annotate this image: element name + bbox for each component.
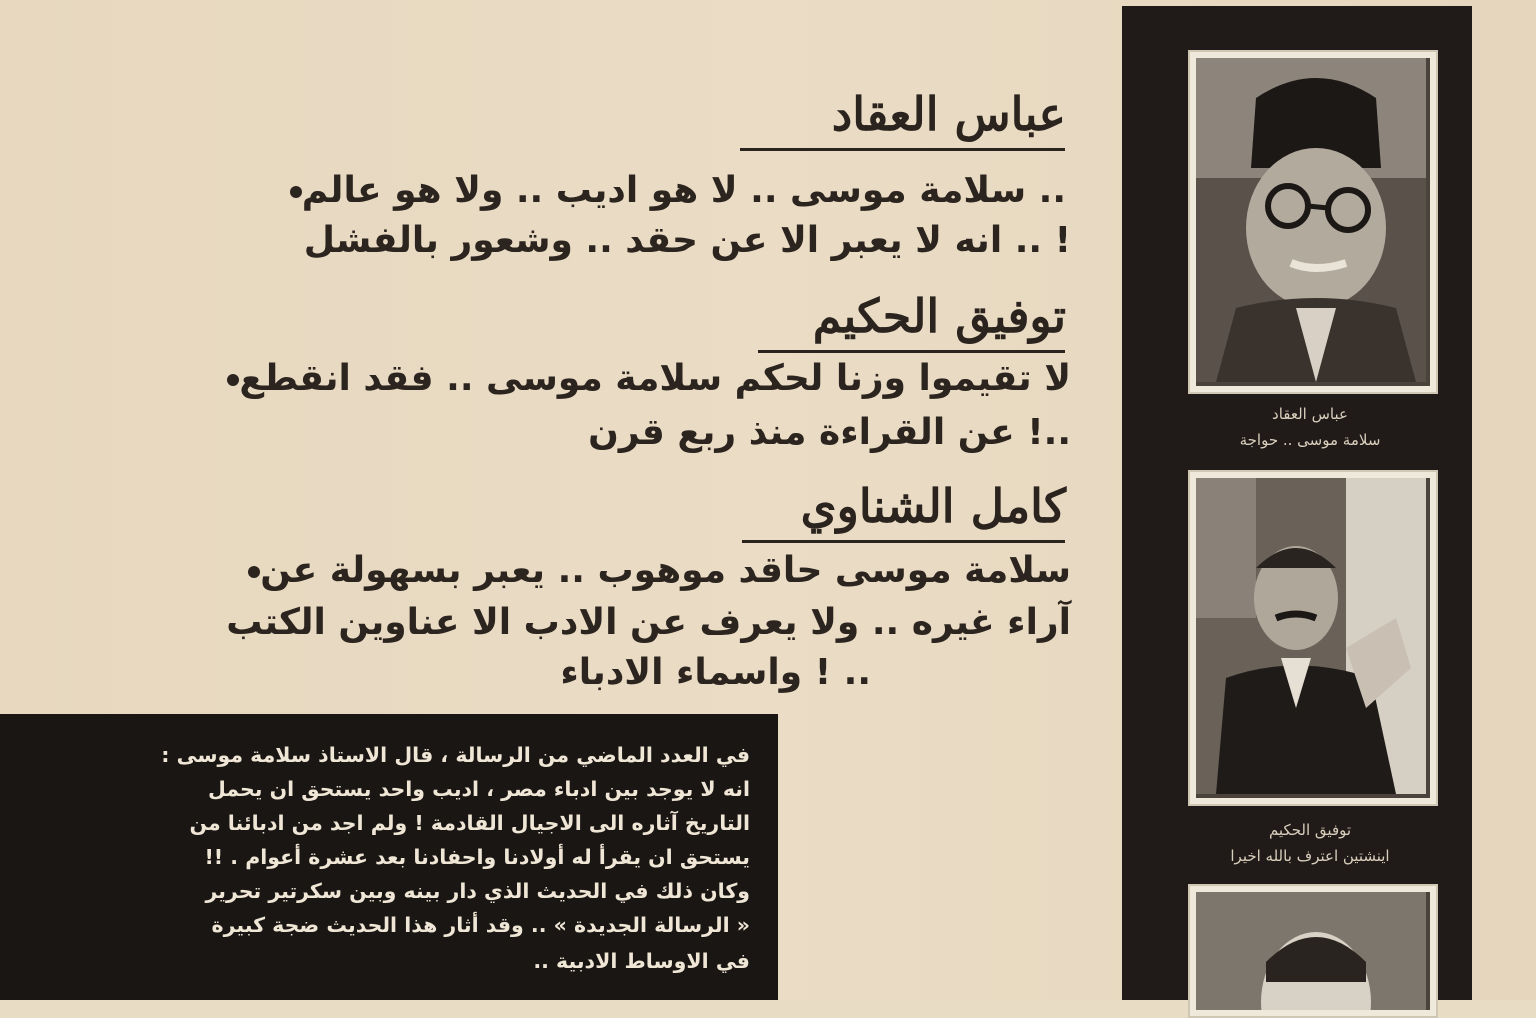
box-line: التاريخ آثاره الى الاجيال القادمة ! ولم اجد من ادبائنا من — [189, 811, 750, 835]
heading-aqqad: عباس العقاد — [831, 87, 1066, 141]
caption-aqqad: عباس العقاد — [1272, 405, 1348, 423]
box-line: في الاوساط الادبية .. — [533, 949, 750, 973]
portrait-shinnawi — [1188, 884, 1438, 1018]
portrait-aqqad — [1188, 50, 1438, 394]
quote-line: آراء غيره .. ولا يعرف عن الادب الا عناوين الكتب — [226, 602, 1071, 643]
portrait-hakim-icon — [1196, 478, 1426, 794]
caption-hakim-sub: اينشتين اعترف بالله اخيرا — [1230, 847, 1390, 865]
portrait-shinnawi-icon — [1196, 892, 1426, 1010]
quote-line: سلامة موسى .. لا هو اديب .. ولا هو عالم .. — [268, 168, 1066, 214]
quote-line: سلامة موسى حاقد موهوب .. يعبر بسهولة عن — [226, 548, 1071, 594]
box-line: يستحق ان يقرأ له أولادنا واحفادنا بعد عشرة أعوام . !! — [204, 845, 750, 869]
bullet-icon — [290, 186, 302, 198]
heading-underline — [740, 148, 1065, 151]
box-line: وكان ذلك في الحديث الذي دار بينه وبين سكرتير تحرير — [205, 879, 750, 903]
quote-line: عن القراءة منذ ربع قرن !.. — [588, 412, 1071, 453]
box-line: في العدد الماضي من الرسالة ، قال الاستاذ سلامة موسى : — [161, 743, 750, 767]
portrait-image — [1196, 58, 1430, 386]
bullet-icon — [227, 374, 239, 386]
caption-aqqad-sub: سلامة موسى .. حواجة — [1239, 431, 1381, 449]
portrait-aqqad-icon — [1196, 58, 1426, 382]
intro-box — [0, 714, 778, 1000]
heading-underline — [758, 350, 1065, 353]
portrait-image — [1196, 892, 1430, 1010]
heading-shinnawi: كامل الشناوي — [800, 479, 1066, 533]
caption-hakim: توفيق الحكيم — [1268, 821, 1352, 839]
bullet-icon — [248, 566, 260, 578]
quote-line: انه لا يعبر الا عن حقد .. وشعور بالفشل .. ! — [303, 220, 1071, 261]
heading-hakim: توفيق الحكيم — [812, 289, 1066, 343]
portrait-image — [1196, 478, 1430, 798]
heading-underline — [742, 540, 1065, 543]
quote-line: لا تقيموا وزنا لحكم سلامة موسى .. فقد انقطع — [205, 356, 1071, 402]
quote-line: واسماء الادباء ! .. — [560, 652, 871, 693]
portrait-hakim — [1188, 470, 1438, 806]
box-line: « الرسالة الجديدة » .. وقد أثار هذا الحديث ضجة كبيرة — [211, 913, 750, 937]
box-line: انه لا يوجد بين ادباء مصر ، اديب واحد يستحق ان يحمل — [207, 777, 750, 801]
